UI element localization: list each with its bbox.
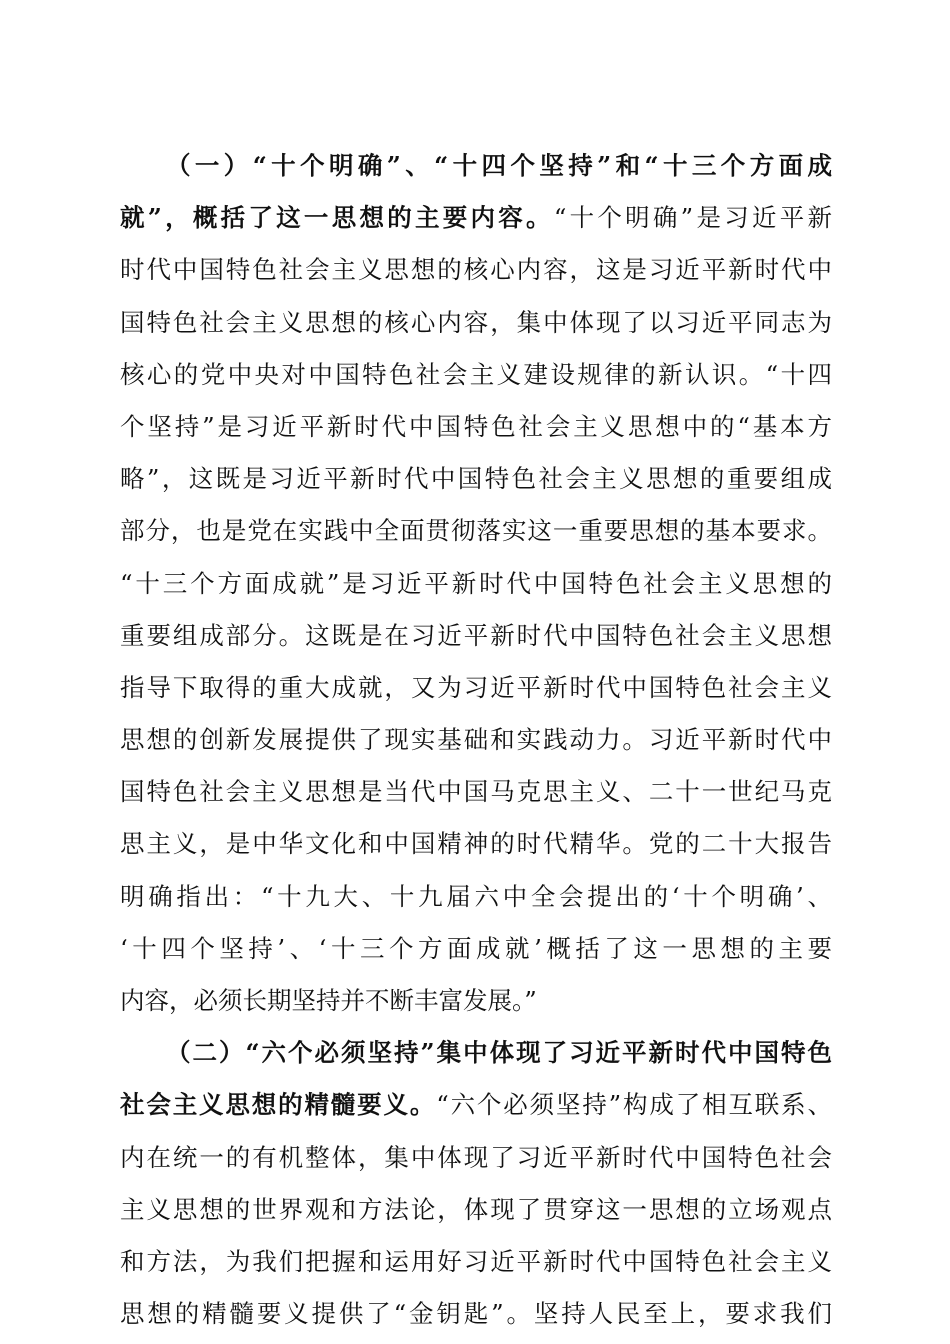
text-line <box>120 662 832 714</box>
text-line <box>120 923 832 975</box>
line-text: 国特色社会主义思想的核心内容，集中体现了以习近平同志为 <box>120 307 832 337</box>
line-text-tail: “六个必须坚持”构成了相互联系、 <box>436 1090 832 1120</box>
line-text: 思想的精髓要义提供了“金钥匙”。坚持人民至上，要求我们 <box>120 1299 832 1329</box>
text-line <box>120 1288 832 1340</box>
text-line <box>120 1132 832 1184</box>
line-text: 主义思想的世界观和方法论，体现了贯穿这一思想的立场观点 <box>120 1194 832 1224</box>
line-text: （二）“六个必须坚持”集中体现了习近平新时代中国特色 <box>166 1038 832 1068</box>
text-line <box>120 610 832 662</box>
text-line <box>120 818 832 870</box>
text-line <box>120 1236 832 1288</box>
text-line <box>120 140 832 192</box>
line-text: ‘十四个坚持’、‘十三个方面成就’概括了这一思想的主要 <box>120 933 832 963</box>
line-text: 和方法，为我们把握和运用好习近平新时代中国特色社会主义 <box>120 1246 832 1276</box>
document-body <box>120 140 832 1340</box>
line-text: 个坚持”是习近平新时代中国特色社会主义思想中的“基本方 <box>120 411 832 441</box>
text-line <box>120 1079 832 1131</box>
line-text: （一）“十个明确”、“十四个坚持”和“十三个方面成 <box>166 151 832 180</box>
text-line <box>120 505 832 557</box>
text-line <box>120 401 832 453</box>
text-line <box>120 349 832 401</box>
text-line <box>120 453 832 505</box>
text-line <box>120 871 832 923</box>
line-text: 重要组成部分。这既是在习近平新时代中国特色社会主义思想 <box>120 620 832 650</box>
text-line <box>120 766 832 818</box>
line-text: 略”，这既是习近平新时代中国特色社会主义思想的重要组成 <box>120 464 832 494</box>
line-text-bold: 社会主义思想的精髓要义。 <box>120 1090 437 1120</box>
line-text-bold: 就”，概括了这一思想的主要内容。 <box>120 203 554 233</box>
line-text: 时代中国特色社会主义思想的核心内容，这是习近平新时代中 <box>120 255 832 285</box>
text-line <box>120 297 832 349</box>
text-line <box>120 192 832 244</box>
line-text: 内容，必须长期坚持并不断丰富发展。” <box>120 986 537 1015</box>
text-line <box>120 1027 832 1079</box>
text-line <box>120 975 832 1027</box>
text-line <box>120 558 832 610</box>
line-text: 部分，也是党在实践中全面贯彻落实这一重要思想的基本要求。 <box>120 516 832 546</box>
line-text: 思想的创新发展提供了现实基础和实践动力。习近平新时代中 <box>120 725 832 755</box>
line-text: 核心的党中央对中国特色社会主义建设规律的新认识。“十四 <box>120 359 832 389</box>
line-text: 内在统一的有机整体，集中体现了习近平新时代中国特色社会 <box>120 1142 832 1172</box>
text-line <box>120 244 832 296</box>
line-text: 国特色社会主义思想是当代中国马克思主义、二十一世纪马克 <box>120 777 832 807</box>
line-text: 明确指出：“十九大、十九届六中全会提出的‘十个明确’、 <box>120 881 832 911</box>
text-line <box>120 714 832 766</box>
text-line <box>120 1184 832 1236</box>
line-text: “十三个方面成就”是习近平新时代中国特色社会主义思想的 <box>120 568 832 598</box>
line-text: 指导下取得的重大成就，又为习近平新时代中国特色社会主义 <box>120 672 832 702</box>
line-text: 思主义，是中华文化和中国精神的时代精华。党的二十大报告 <box>120 829 832 859</box>
line-text-tail: “十个明确”是习近平新 <box>553 203 832 233</box>
